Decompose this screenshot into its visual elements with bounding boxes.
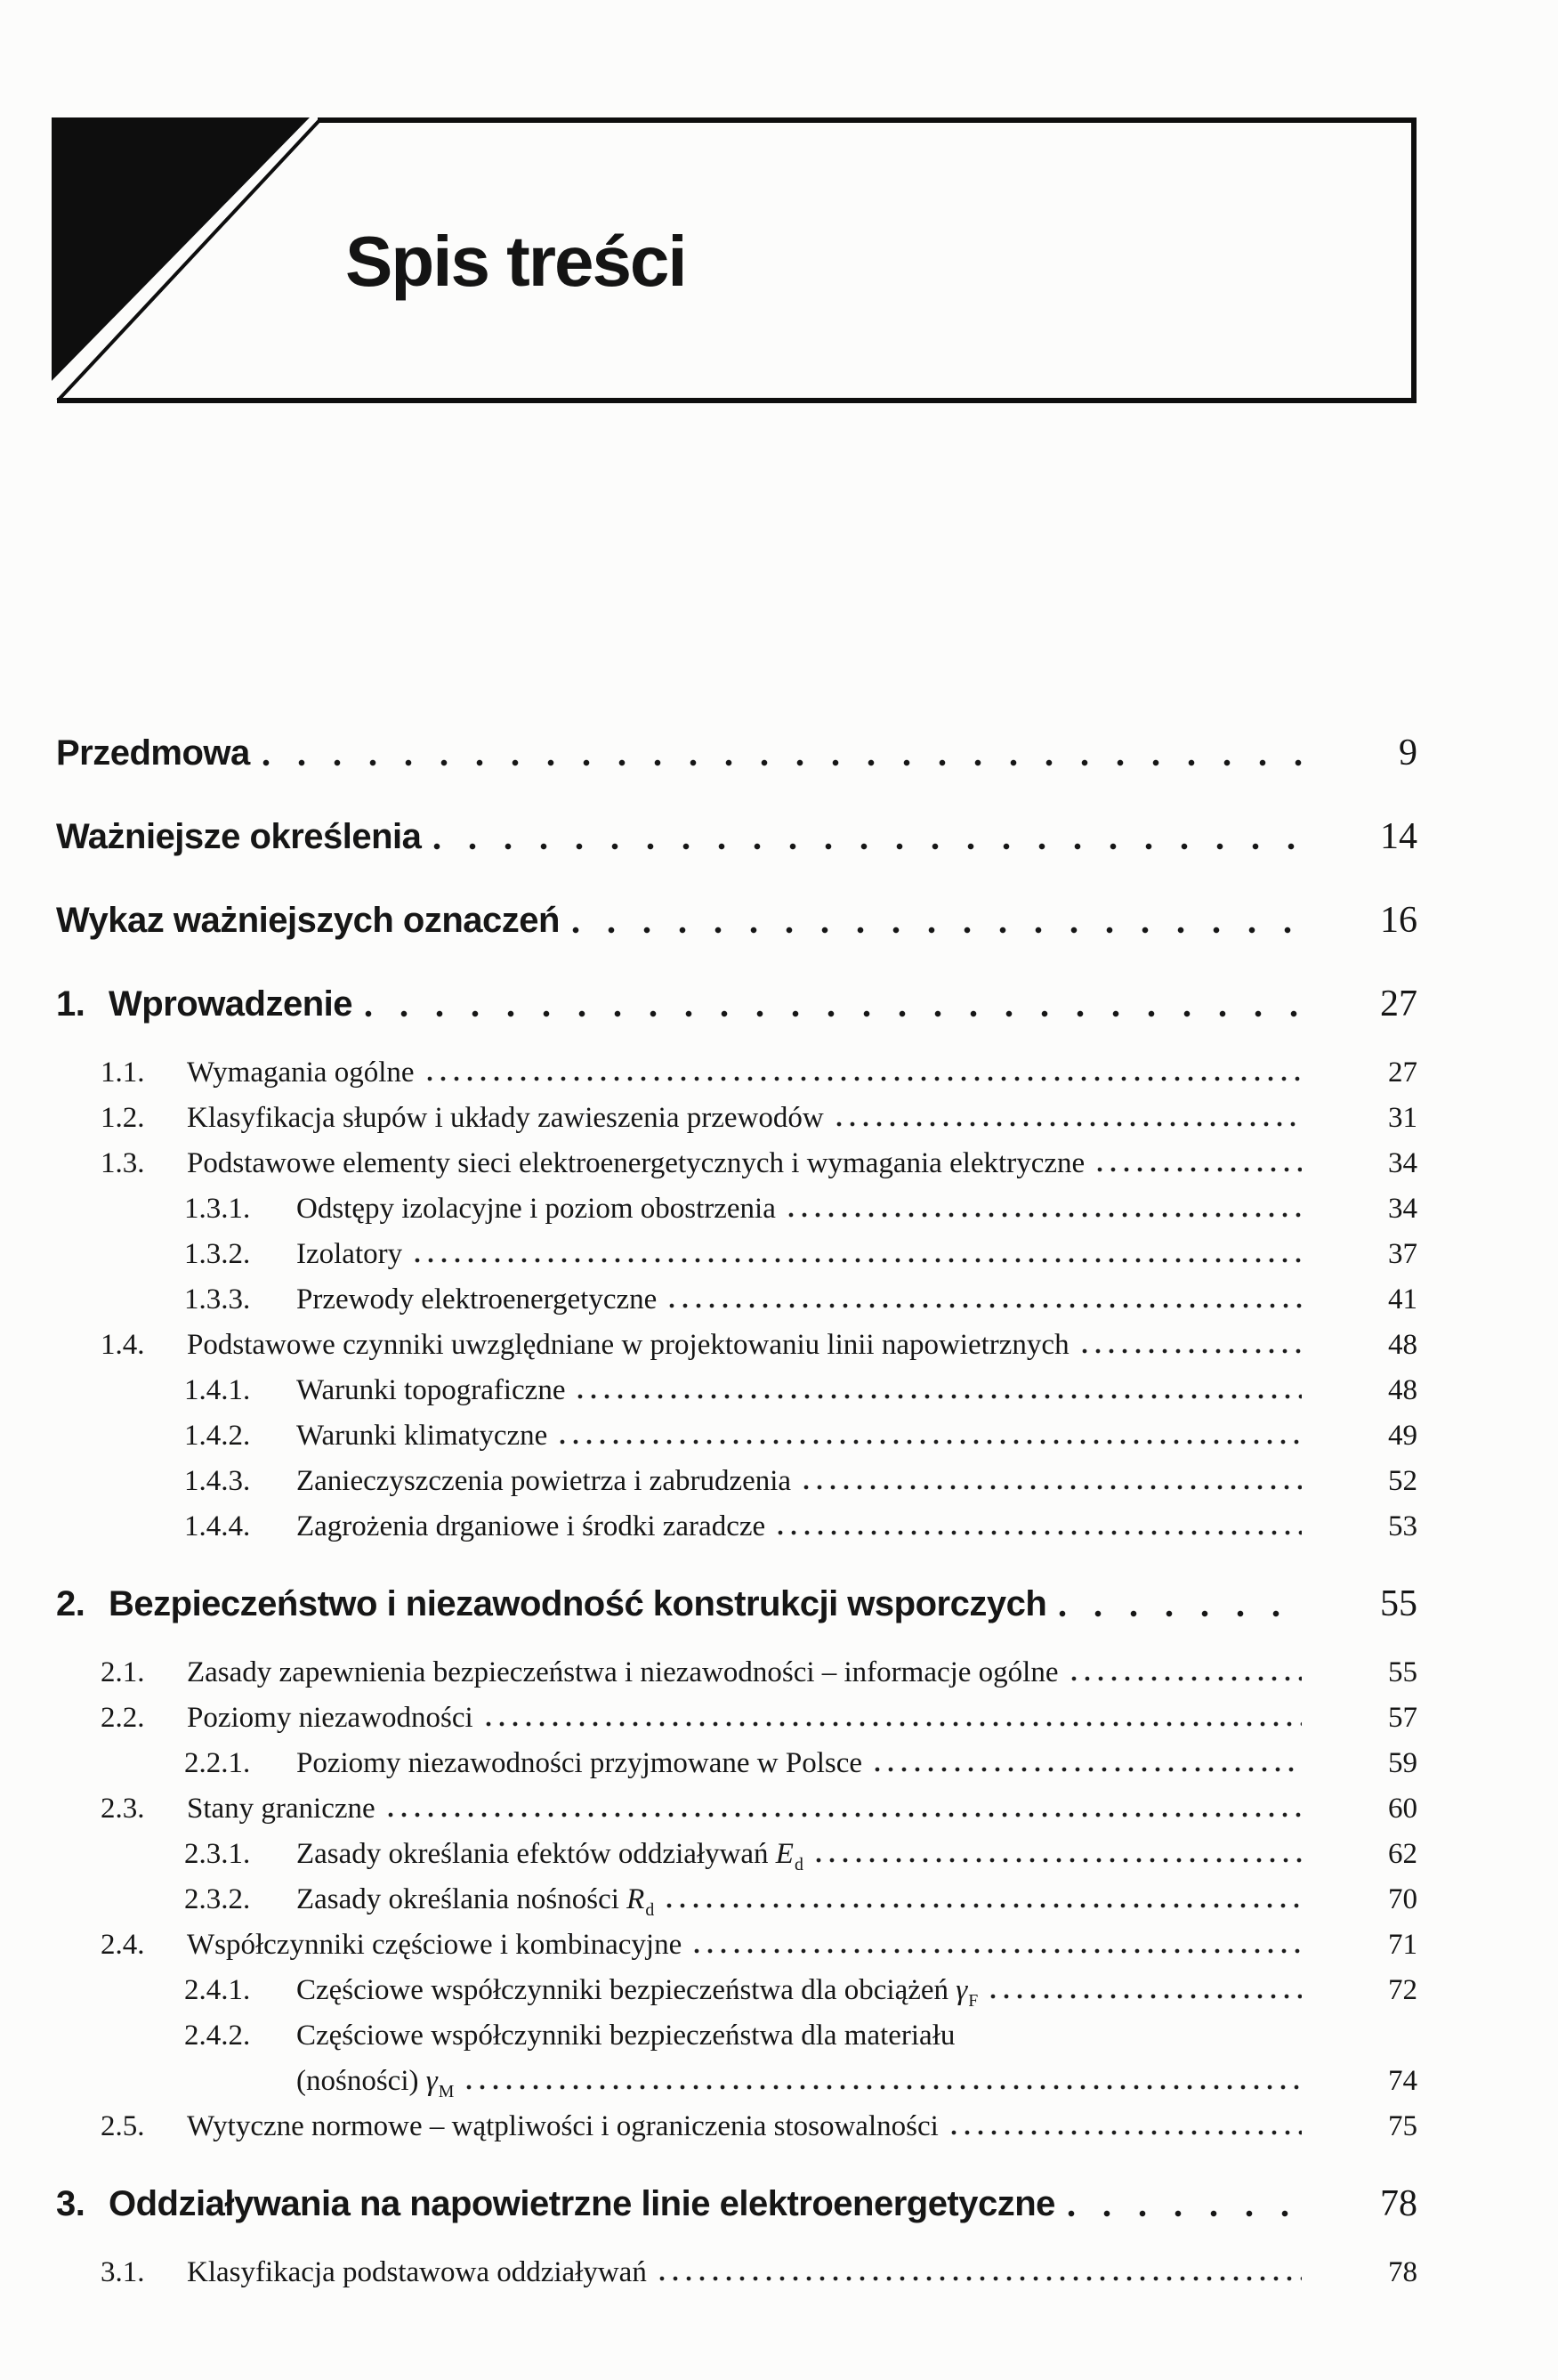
dot-leader	[388, 1809, 1302, 1818]
entry-text: (nośności)	[296, 2065, 426, 2097]
entry-subscript: d	[645, 1899, 655, 1920]
entry-number: 1.3.3.	[184, 1283, 251, 1315]
dot-leader	[803, 1482, 1302, 1491]
entry-page: 75	[1388, 2110, 1417, 2142]
entry-page: 57	[1388, 1702, 1417, 1734]
entry-text: Współczynniki częściowe i kombinacyjne	[187, 1929, 682, 1961]
dot-leader	[694, 1946, 1302, 1955]
toc-entry	[56, 1239, 1417, 1269]
toc-entry	[56, 1703, 1417, 1733]
entry-text: Zagrożenia drganiowe i środki zaradcze	[296, 1510, 766, 1542]
entry-page: 9	[1399, 733, 1417, 773]
entry-text: Częściowe współczynniki bezpieczeństwa dla materiału	[296, 2020, 956, 2052]
entry-label	[296, 1194, 776, 1224]
dot-leader	[990, 1991, 1302, 2000]
entry-label	[296, 1466, 791, 1496]
entry-text: Warunki klimatyczne	[296, 1420, 548, 1452]
entry-subscript: d	[794, 1854, 803, 1874]
entry-text: Wymagania ogólne	[187, 1056, 415, 1089]
dot-leader	[875, 1764, 1302, 1773]
dot-leader	[788, 1210, 1302, 1218]
entry-page: 27	[1388, 1056, 1417, 1089]
entry-text: Podstawowe czynniki uwzględniane w projektowaniu linii napowietrznych	[187, 1329, 1070, 1361]
entry-page: 41	[1388, 1283, 1417, 1315]
dot-leader	[778, 1527, 1302, 1536]
entry-label	[296, 1421, 547, 1451]
entry-number: 1.4.2.	[184, 1420, 251, 1452]
toc-entry	[56, 1103, 1417, 1133]
entry-number: 1.4.3.	[184, 1465, 251, 1497]
entry-label	[56, 732, 250, 774]
toc-entry	[56, 1057, 1417, 1088]
entry-number: 2.3.2.	[184, 1883, 251, 1915]
toc-entry	[56, 1284, 1417, 1315]
dot-leader	[572, 925, 1302, 935]
entry-text: Odstępy izolacyjne i poziom obostrzenia	[296, 1193, 776, 1225]
entry-label	[187, 1330, 1070, 1360]
entry-text: Poziomy niezawodności	[187, 1702, 473, 1734]
entry-text: Wykaz ważniejszych oznaczeń	[56, 901, 560, 940]
toc-entry	[56, 1838, 1417, 1874]
entry-number: 3.1.	[101, 2256, 145, 2288]
entry-label	[187, 1657, 1059, 1688]
dot-leader	[1068, 2208, 1302, 2218]
dot-leader	[666, 1900, 1302, 1909]
toc-entry	[56, 1930, 1417, 1960]
toc-entry	[56, 899, 1417, 942]
entry-symbol: γ	[956, 1974, 968, 2006]
dot-leader	[1059, 1608, 1302, 1618]
toc-entry	[56, 1748, 1417, 1778]
dot-leader	[415, 1255, 1302, 1264]
entry-number: 1.3.1.	[184, 1193, 251, 1225]
dot-leader	[577, 1391, 1302, 1400]
entry-page: 72	[1388, 1974, 1417, 2006]
page-title: Spis treści	[345, 222, 686, 301]
entry-symbol: E	[775, 1838, 794, 1870]
entry-number: 1.3.2.	[184, 1238, 251, 1270]
entry-page: 27	[1380, 984, 1417, 1024]
entry-number: 2.1.	[101, 1656, 145, 1688]
entry-label	[296, 1284, 657, 1315]
entry-number: 2.3.1.	[184, 1838, 251, 1870]
entry-label	[187, 2257, 647, 2287]
toc-entry	[56, 1148, 1417, 1178]
entry-label	[296, 1838, 803, 1874]
entry-label	[187, 1057, 415, 1088]
entry-label	[187, 1148, 1085, 1178]
entry-page: 34	[1388, 1147, 1417, 1179]
dot-leader	[951, 2127, 1302, 2136]
entry-symbol: γ	[425, 2065, 438, 2097]
entry-text: Ważniejsze określenia	[56, 817, 422, 856]
entry-text: Zasady określania nośności	[296, 1883, 627, 1915]
entry-page: 78	[1380, 2183, 1417, 2224]
entry-text: Przewody elektroenergetyczne	[296, 1283, 658, 1315]
entry-subscript: M	[438, 2081, 455, 2101]
entry-page: 59	[1388, 1747, 1417, 1779]
entry-text: Oddziaływania na napowietrzne linie elektroenergetyczne	[109, 2184, 1055, 2223]
dot-leader	[836, 1119, 1302, 1128]
entry-page: 34	[1388, 1193, 1417, 1225]
entry-text: Stany graniczne	[187, 1793, 375, 1825]
dot-leader	[1082, 1346, 1302, 1355]
toc-entry	[56, 1330, 1417, 1360]
entry-label	[109, 2182, 1055, 2225]
toc-entry	[56, 1793, 1417, 1824]
dot-leader	[560, 1437, 1302, 1445]
entry-text: Klasyfikacja podstawowa oddziaływań	[187, 2256, 647, 2288]
entry-number: 1.2.	[101, 1102, 145, 1134]
toc-entry	[56, 1466, 1417, 1496]
entry-number: 1.3.	[101, 1147, 145, 1179]
entry-number: 1.1.	[101, 1056, 145, 1089]
entry-number: 2.	[56, 1584, 85, 1623]
entry-page: 49	[1388, 1420, 1417, 1452]
entry-text: Bezpieczeństwo i niezawodność konstrukcji wsporczych	[109, 1584, 1047, 1623]
entry-text: Izolatory	[296, 1238, 403, 1270]
entry-label	[296, 2065, 455, 2101]
toc-entry	[56, 815, 1417, 858]
entry-page: 78	[1388, 2256, 1417, 2288]
toc-entry	[56, 2020, 1417, 2051]
entry-page: 14	[1380, 816, 1417, 857]
entry-page: 60	[1388, 1793, 1417, 1825]
entry-label	[56, 815, 421, 858]
dot-leader	[466, 2082, 1302, 2091]
entry-label	[187, 1703, 473, 1733]
entry-text: Częściowe współczynniki bezpieczeństwa dla obciążeń	[296, 1974, 957, 2006]
toc-entry	[56, 983, 1417, 1025]
entry-number: 1.	[56, 984, 85, 1024]
toc-entry	[56, 2065, 1417, 2101]
entry-label	[296, 2020, 955, 2051]
entry-page: 74	[1388, 2065, 1417, 2097]
toc-entry	[56, 1883, 1417, 1920]
entry-page: 48	[1388, 1374, 1417, 1406]
entry-number: 3.	[56, 2184, 85, 2223]
entry-page: 31	[1388, 1102, 1417, 1134]
entry-number: 2.4.1.	[184, 1974, 251, 2006]
dot-leader	[816, 1855, 1302, 1864]
entry-number: 2.5.	[101, 2110, 145, 2142]
entry-label	[56, 899, 560, 942]
entry-text: Klasyfikacja słupów i układy zawieszenia przewodów	[187, 1102, 824, 1134]
entry-text: Zasady określania efektów oddziaływań	[296, 1838, 776, 1870]
entry-label	[296, 1748, 862, 1778]
entry-label	[187, 1793, 375, 1824]
entry-label	[187, 1930, 682, 1960]
toc-entry	[56, 2257, 1417, 2287]
toc-entry	[56, 2182, 1417, 2225]
entry-label	[296, 1883, 655, 1920]
entry-subscript: F	[968, 1990, 979, 2011]
entry-number: 2.2.1.	[184, 1747, 251, 1779]
dot-leader	[659, 2273, 1302, 2282]
entry-number: 2.4.2.	[184, 2020, 251, 2052]
entry-page: 55	[1380, 1583, 1417, 1624]
entry-number: 1.4.4.	[184, 1510, 251, 1542]
entry-page: 71	[1388, 1929, 1417, 1961]
entry-text: Zanieczyszczenia powietrza i zabrudzenia	[296, 1465, 792, 1497]
toc-entry	[56, 1511, 1417, 1542]
entry-number: 1.4.1.	[184, 1374, 251, 1406]
dot-leader	[262, 757, 1302, 767]
entry-page: 70	[1388, 1883, 1417, 1915]
entry-page: 55	[1388, 1656, 1417, 1688]
dot-leader	[1071, 1673, 1303, 1682]
toc-entry	[56, 2111, 1417, 2141]
toc-entry	[56, 1375, 1417, 1405]
dot-leader	[427, 1073, 1302, 1082]
entry-label	[296, 1511, 765, 1542]
entry-text: Wprowadzenie	[109, 984, 353, 1024]
entry-label	[187, 2111, 939, 2141]
entry-text: Warunki topograficzne	[296, 1374, 566, 1406]
entry-label	[296, 1239, 402, 1269]
dot-leader	[669, 1300, 1302, 1309]
entry-number: 2.3.	[101, 1793, 145, 1825]
entry-text: Zasady zapewnienia bezpieczeństwa i niezawodności – informacje ogólne	[187, 1656, 1059, 1688]
entry-page: 16	[1380, 900, 1417, 941]
entry-number: 2.2.	[101, 1702, 145, 1734]
entry-page: 48	[1388, 1329, 1417, 1361]
dot-leader	[433, 841, 1302, 851]
entry-text: Wytyczne normowe – wątpliwości i ograniczenia stosowalności	[187, 2110, 939, 2142]
dot-leader	[486, 1719, 1302, 1728]
entry-page: 37	[1388, 1238, 1417, 1270]
entry-page: 62	[1388, 1838, 1417, 1870]
entry-text: Przedmowa	[56, 733, 250, 773]
entry-label	[109, 1583, 1046, 1625]
toc-entry	[56, 1194, 1417, 1224]
entry-page: 52	[1388, 1465, 1417, 1497]
toc-entry	[56, 1974, 1417, 2011]
dot-leader	[365, 1008, 1302, 1018]
entry-symbol: R	[626, 1883, 645, 1915]
toc-entry	[56, 1657, 1417, 1688]
entry-text: Poziomy niezawodności przyjmowane w Polsce	[296, 1747, 863, 1779]
entry-label	[296, 1375, 565, 1405]
toc-entry	[56, 732, 1417, 774]
toc-entry	[56, 1421, 1417, 1451]
entry-number: 2.4.	[101, 1929, 145, 1961]
entry-label	[296, 1974, 979, 2011]
entry-label	[187, 1103, 824, 1133]
toc-entry	[56, 1583, 1417, 1625]
entry-label	[109, 983, 352, 1025]
entry-page: 53	[1388, 1510, 1417, 1542]
dot-leader	[1097, 1164, 1302, 1173]
entry-text: Podstawowe elementy sieci elektroenergetycznych i wymagania elektryczne	[187, 1147, 1086, 1179]
entry-number: 1.4.	[101, 1329, 145, 1361]
